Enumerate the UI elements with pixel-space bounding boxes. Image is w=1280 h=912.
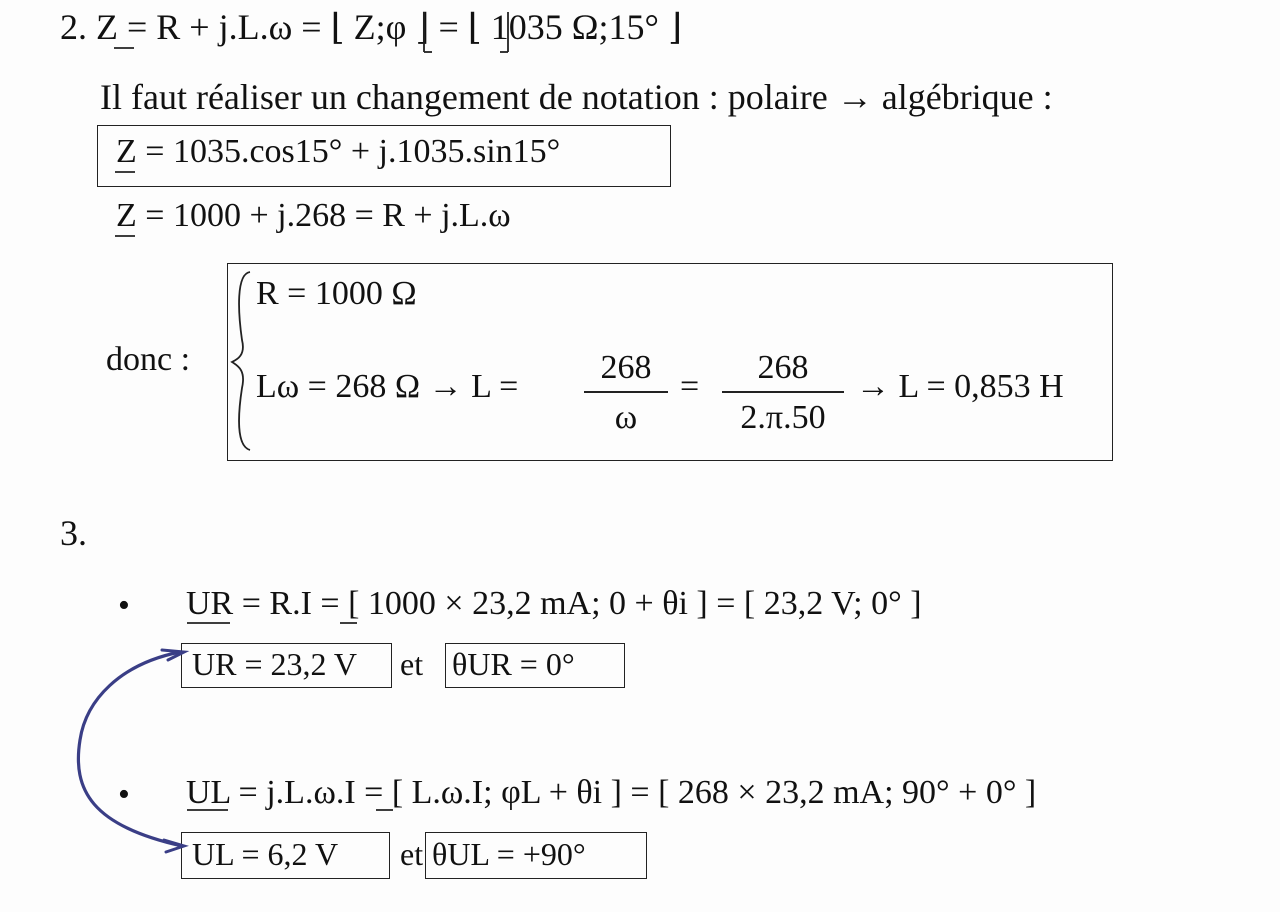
q2-inductance-part1: Lω = 268 Ω → L = [256, 368, 519, 405]
fraction-2-numerator: 268 [757, 349, 809, 386]
fraction-1-numerator: 268 [600, 349, 652, 386]
bullet-1-dot: • [118, 587, 130, 624]
q3-ul-result: UL = 6,2 V [192, 836, 339, 872]
q3-theta-ul-result: θUL = +90° [432, 836, 586, 872]
q2-notation-change-text: Il faut réaliser un changement de notation : polaire → algébrique : [100, 77, 1053, 117]
q3-ur-line: UR = R.I = [ 1000 × 23,2 mA; 0 + θi ] = [ 23,2 V; 0° ] [186, 585, 922, 622]
q2-algebraic-result-line: Z = 1000 + j.268 = R + j.L.ω [116, 197, 511, 234]
q3-number: 3. [60, 513, 87, 553]
q2-algebraic-form-text: Z = 1035.cos15° + j.1035.sin15° [116, 133, 561, 170]
q2-resistance-result: R = 1000 Ω [256, 275, 417, 312]
q2-impedance-polar-line: 2. Z = R + j.L.ω = ⌊ Z;φ ⌋ = ⌊ 1035 Ω;15° ⌋ [60, 7, 683, 47]
q3-theta-ur-result: θUR = 0° [452, 646, 575, 682]
curly-brace [232, 272, 250, 450]
q3-ur-result: UR = 23,2 V [192, 646, 358, 682]
fraction-1-denominator: ω [614, 399, 638, 436]
q3-et-2: et [400, 836, 424, 872]
bullet-2-dot: • [118, 776, 130, 813]
q3-ul-line: UL = j.L.ω.I = [ L.ω.I; φL + θi ] = [ 268 × 23,2 mA; 90° + 0° ] [186, 774, 1037, 811]
q3-et-1: et [400, 646, 424, 682]
handwritten-link-arc [78, 652, 182, 846]
q2-donc-label: donc : [106, 341, 191, 378]
fraction-2-denominator: 2.π.50 [740, 399, 826, 436]
q2-inductance-result: → L = 0,853 H [856, 368, 1064, 405]
equals-sign: = [680, 368, 700, 405]
arc-tip-bottom [164, 840, 184, 852]
